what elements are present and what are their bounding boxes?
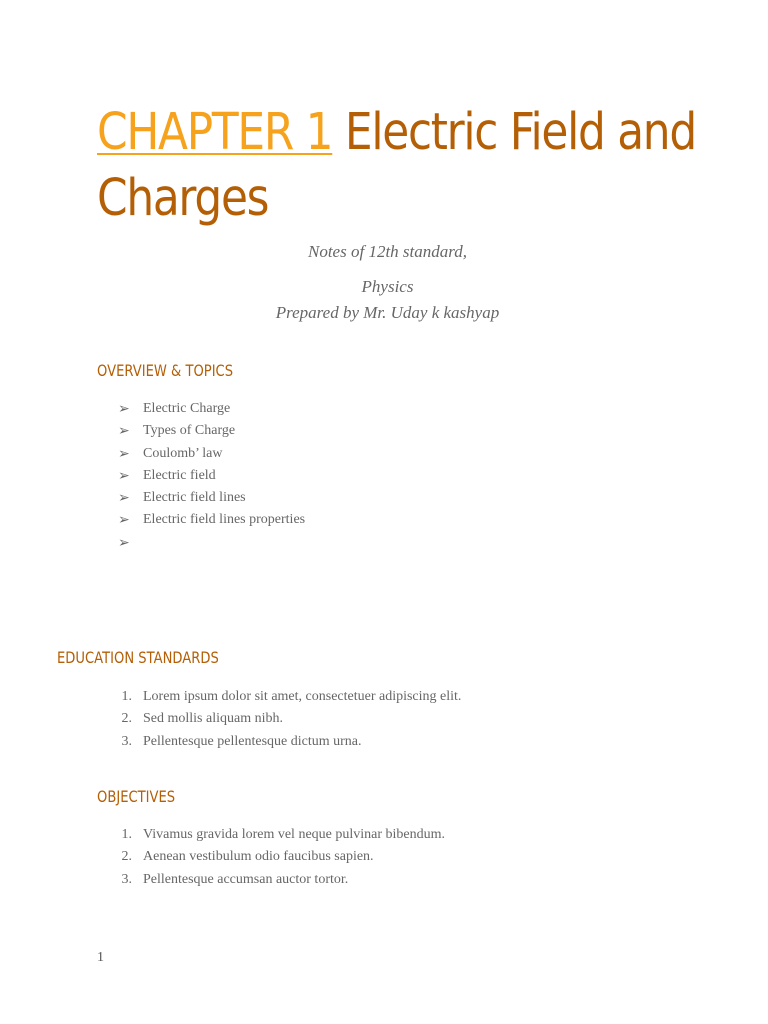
objectives-heading: OBJECTIVES (97, 787, 176, 806)
subtitle-subject: Physics (361, 277, 414, 296)
bullet-arrow-icon: ➢ (118, 424, 130, 440)
bullet-arrow-icon: ➢ (118, 491, 130, 507)
topic-text: Electric field lines (143, 490, 246, 506)
objective-text: Aenean vestibulum odio faucibus sapien. (143, 849, 374, 865)
bullet-arrow-icon: ➢ (118, 446, 130, 462)
list-item (118, 734, 461, 756)
list-item (118, 423, 305, 445)
title-text: Electric Field and (332, 103, 696, 162)
list-number: 3. (121, 733, 132, 749)
list-item (118, 468, 305, 490)
subtitle-notes: Notes of 12th standard, (308, 242, 467, 261)
standard-text: Sed mollis aliquam nibh. (143, 711, 283, 727)
list-item (118, 849, 445, 871)
title-line-1 (97, 100, 696, 166)
topic-text: Electric Charge (143, 401, 231, 416)
standard-text: Pellentesque pellentesque dictum urna. (143, 733, 362, 749)
standard-text: Lorem ipsum dolor sit amet, consectetuer adipiscing elit. (143, 689, 462, 704)
objective-text: Pellentesque accumsan auctor tortor. (143, 871, 349, 887)
education-standards-list (118, 689, 461, 756)
title-line-2: Charges (97, 169, 269, 228)
overview-topic-list (118, 401, 305, 557)
document-title (97, 100, 696, 232)
bullet-arrow-icon: ➢ (118, 513, 130, 529)
list-number: 1. (121, 827, 132, 842)
objectives-list (118, 827, 445, 894)
topic-text: Types of Charge (143, 423, 236, 439)
overview-heading: OVERVIEW & TOPICS (97, 361, 234, 380)
list-number: 2. (121, 711, 132, 727)
list-item (118, 490, 305, 512)
bullet-arrow-icon: ➢ (118, 468, 130, 484)
bullet-arrow-icon: ➢ (118, 535, 130, 551)
list-item (118, 535, 305, 557)
subtitle-author: Prepared by Mr. Uday k kashyap (275, 303, 500, 322)
list-item (118, 446, 305, 468)
list-number: 2. (121, 849, 132, 865)
list-item (118, 689, 461, 711)
list-item (118, 401, 305, 423)
chapter-label[interactable]: CHAPTER 1 (97, 103, 333, 162)
list-number: 1. (121, 689, 132, 704)
topic-text: Electric field lines properties (143, 512, 306, 528)
list-item (118, 827, 445, 849)
list-item (118, 711, 461, 733)
bullet-arrow-icon: ➢ (118, 402, 130, 417)
list-item (118, 872, 445, 894)
list-item (118, 512, 305, 534)
page-number: 1 (97, 950, 104, 965)
objective-text: Vivamus gravida lorem vel neque pulvinar bibendum. (143, 827, 446, 842)
topic-text: Electric field (143, 467, 216, 483)
education-standards-heading: EDUCATION STANDARDS (57, 648, 219, 667)
topic-text: Coulomb’ law (143, 445, 223, 461)
list-number: 3. (121, 871, 132, 887)
